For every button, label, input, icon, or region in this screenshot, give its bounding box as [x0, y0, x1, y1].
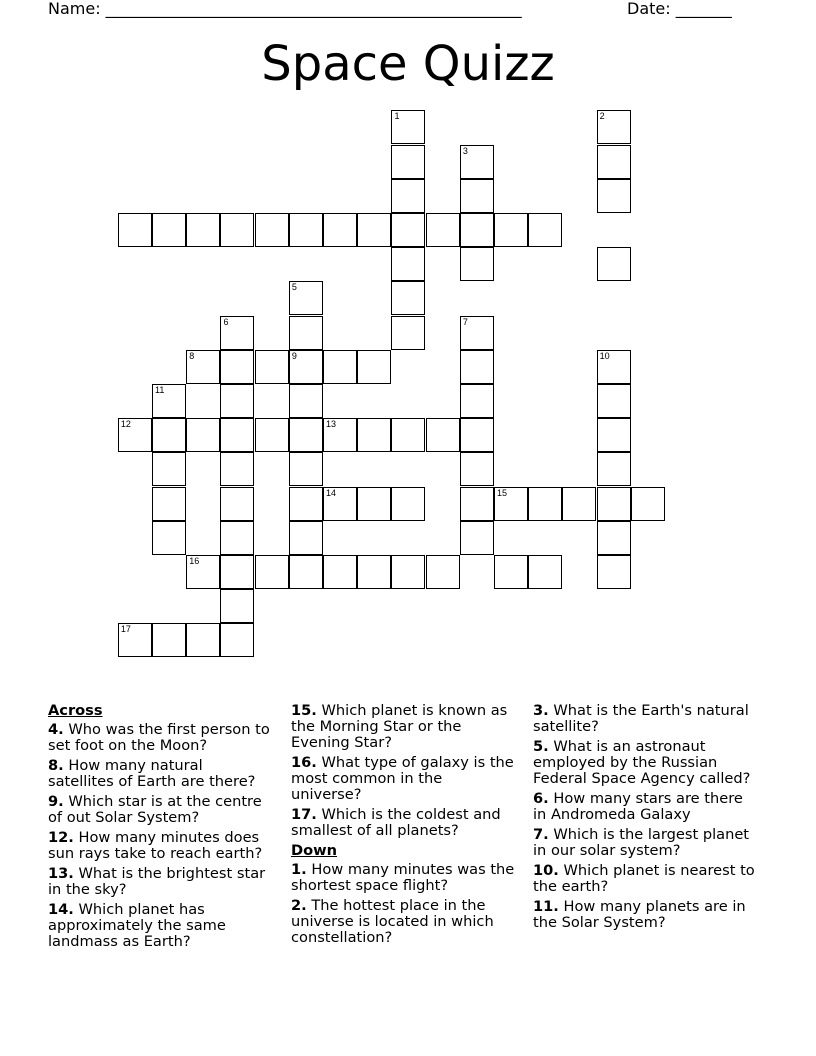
clue-down-10: 10. Which planet is nearest to the earth?: [533, 862, 755, 895]
crossword-cell[interactable]: [391, 247, 425, 281]
crossword-cell[interactable]: [323, 555, 357, 589]
crossword-cell[interactable]: [255, 350, 289, 384]
crossword-cell[interactable]: [460, 247, 494, 281]
clue-down-5: 5. What is an astronaut employed by the Russian Federal Space Agency called?: [533, 738, 751, 787]
crossword-cell[interactable]: [391, 555, 425, 589]
crossword-cell[interactable]: [186, 418, 220, 452]
crossword-cell[interactable]: [323, 418, 357, 452]
crossword-cell[interactable]: [289, 521, 323, 555]
crossword-cell[interactable]: [460, 350, 494, 384]
clues-column-2: [291, 703, 516, 950]
crossword-cell[interactable]: [357, 555, 391, 589]
clue-across-4: 4. Who was the first person to set foot on the Moon?: [48, 721, 270, 754]
clue-across-15: 15. Which planet is known as the Morning Star or the Evening Star?: [291, 702, 508, 751]
clue-down-7: 7. Which is the largest planet in our solar system?: [533, 826, 750, 859]
crossword-cell[interactable]: [220, 623, 254, 657]
clue-down-2: 2. The hottest place in the universe is located in which constellation?: [291, 897, 494, 946]
crossword-cell[interactable]: [528, 487, 562, 521]
crossword-cell[interactable]: [323, 213, 357, 247]
crossword-cell[interactable]: [460, 487, 494, 521]
crossword-cell[interactable]: [597, 350, 631, 384]
clue-number: 17: [120, 624, 131, 635]
crossword-cell[interactable]: [220, 555, 254, 589]
crossword-cell[interactable]: [460, 145, 494, 179]
crossword-cell[interactable]: [631, 487, 665, 521]
crossword-cell[interactable]: [597, 555, 631, 589]
crossword-cell[interactable]: [289, 281, 323, 315]
crossword-cell[interactable]: [220, 350, 254, 384]
crossword-cell[interactable]: [186, 213, 220, 247]
clue-across-13: 13. What is the brightest star in the sky?: [48, 865, 266, 898]
crossword-cell[interactable]: [118, 213, 152, 247]
crossword-cell[interactable]: [220, 213, 254, 247]
clue-across-17: 17. Which is the coldest and smallest of all planets?: [291, 806, 501, 839]
clue-number: 13: [326, 419, 337, 430]
crossword-cell[interactable]: [357, 350, 391, 384]
crossword-cell[interactable]: [289, 350, 323, 384]
clue-number: 11: [155, 385, 165, 396]
crossword-cell[interactable]: [597, 487, 631, 521]
clue-number: 14: [326, 487, 337, 498]
crossword-cell[interactable]: [220, 521, 254, 555]
crossword-cell[interactable]: [152, 452, 186, 486]
crossword-cell[interactable]: [460, 179, 494, 213]
crossword-cell[interactable]: [494, 555, 528, 589]
crossword-cell[interactable]: [220, 452, 254, 486]
clue-number: 3: [462, 145, 468, 156]
clue-number: 12: [120, 419, 131, 430]
clues-column-3: [533, 703, 758, 935]
crossword-cell[interactable]: [426, 213, 460, 247]
crossword-cell[interactable]: [597, 179, 631, 213]
clue-number: 16: [189, 556, 200, 567]
crossword-cell[interactable]: [597, 384, 631, 418]
clue-across-12: 12. How many minutes does sun rays take to reach earth?: [48, 829, 263, 862]
crossword-cell[interactable]: [597, 247, 631, 281]
crossword-cell[interactable]: [391, 145, 425, 179]
clues-column-1: [48, 703, 273, 954]
crossword-cell[interactable]: [289, 555, 323, 589]
clue-across-9: 9. Which star is at the centre of out Solar System?: [48, 793, 262, 826]
crossword-cell[interactable]: [528, 555, 562, 589]
crossword-cell[interactable]: [426, 418, 460, 452]
crossword-cell[interactable]: [220, 589, 254, 623]
down-heading: Down: [291, 842, 338, 859]
crossword-cell[interactable]: [118, 623, 152, 657]
crossword-cell[interactable]: [255, 418, 289, 452]
crossword-cell[interactable]: [186, 555, 220, 589]
crossword-cell[interactable]: [391, 418, 425, 452]
crossword-cell[interactable]: [391, 487, 425, 521]
clue-down-11: 11. How many planets are in the Solar System?: [533, 898, 746, 931]
clue-down-6: 6. How many stars are there in Andromeda Galaxy: [533, 790, 743, 823]
crossword-cell[interactable]: [426, 555, 460, 589]
clue-across-8: 8. How many natural satellites of Earth are there?: [48, 757, 256, 790]
crossword-cell[interactable]: [391, 179, 425, 213]
clue-number: 15: [497, 487, 508, 498]
crossword-cell[interactable]: [152, 521, 186, 555]
crossword-cell[interactable]: [562, 487, 596, 521]
crossword-cell[interactable]: [494, 213, 528, 247]
crossword-cell[interactable]: [152, 384, 186, 418]
crossword-cell[interactable]: [289, 316, 323, 350]
crossword-cell[interactable]: [220, 487, 254, 521]
clue-number: 5: [291, 282, 297, 293]
crossword-cell[interactable]: [220, 316, 254, 350]
crossword-cell[interactable]: [391, 110, 425, 144]
clue-number: 6: [223, 316, 229, 327]
crossword-cell[interactable]: [494, 487, 528, 521]
crossword-cell[interactable]: [597, 110, 631, 144]
crossword-cell[interactable]: [152, 418, 186, 452]
crossword-cell[interactable]: [152, 487, 186, 521]
crossword-cell[interactable]: [460, 316, 494, 350]
crossword-cell[interactable]: [255, 213, 289, 247]
page-title: Space Quizz: [261, 36, 555, 92]
clue-number: 9: [291, 350, 297, 361]
crossword-cell[interactable]: [118, 418, 152, 452]
crossword-cell[interactable]: [460, 452, 494, 486]
crossword-cell[interactable]: [323, 487, 357, 521]
name-field[interactable]: Name: ____________________________________________________: [48, 0, 522, 18]
clue-across-14: 14. Which planet has approximately the same landmass as Earth?: [48, 901, 226, 950]
crossword-cell[interactable]: [597, 418, 631, 452]
clue-across-16: 16. What type of galaxy is the most common in the universe?: [291, 754, 514, 803]
crossword-cell[interactable]: [597, 452, 631, 486]
crossword-cell[interactable]: [323, 350, 357, 384]
clue-down-1: 1. How many minutes was the shortest space flight?: [291, 861, 515, 894]
crossword-cell[interactable]: [460, 521, 494, 555]
crossword-cell[interactable]: [186, 623, 220, 657]
clue-number: 7: [462, 316, 468, 327]
crossword-cell[interactable]: [289, 452, 323, 486]
across-heading: Across: [48, 702, 103, 719]
crossword-cell[interactable]: [289, 384, 323, 418]
date-field[interactable]: Date: _______: [627, 0, 732, 18]
crossword-cell[interactable]: [289, 213, 323, 247]
crossword-cell[interactable]: [460, 213, 494, 247]
crossword-cell[interactable]: [391, 281, 425, 315]
crossword-cell[interactable]: [289, 418, 323, 452]
crossword-cell[interactable]: [597, 521, 631, 555]
crossword-cell[interactable]: [528, 213, 562, 247]
crossword-cell[interactable]: [152, 213, 186, 247]
crossword-cell[interactable]: [186, 350, 220, 384]
crossword-cell[interactable]: [597, 145, 631, 179]
crossword-cell[interactable]: [357, 418, 391, 452]
crossword-cell[interactable]: [460, 418, 494, 452]
clue-number: 10: [599, 350, 610, 361]
crossword-cell[interactable]: [391, 316, 425, 350]
clue-number: 2: [599, 111, 605, 122]
crossword-cell[interactable]: [220, 384, 254, 418]
crossword-cell[interactable]: [220, 418, 254, 452]
clue-down-3: 3. What is the Earth's natural satellite?: [533, 702, 749, 735]
crossword-cell[interactable]: [391, 213, 425, 247]
crossword-cell[interactable]: [289, 487, 323, 521]
crossword-cell[interactable]: [255, 555, 289, 589]
crossword-cell[interactable]: [460, 384, 494, 418]
clue-number: 1: [394, 111, 400, 122]
crossword-cell[interactable]: [357, 487, 391, 521]
crossword-cell[interactable]: [152, 623, 186, 657]
clue-number: 8: [189, 350, 195, 361]
crossword-cell[interactable]: [357, 213, 391, 247]
